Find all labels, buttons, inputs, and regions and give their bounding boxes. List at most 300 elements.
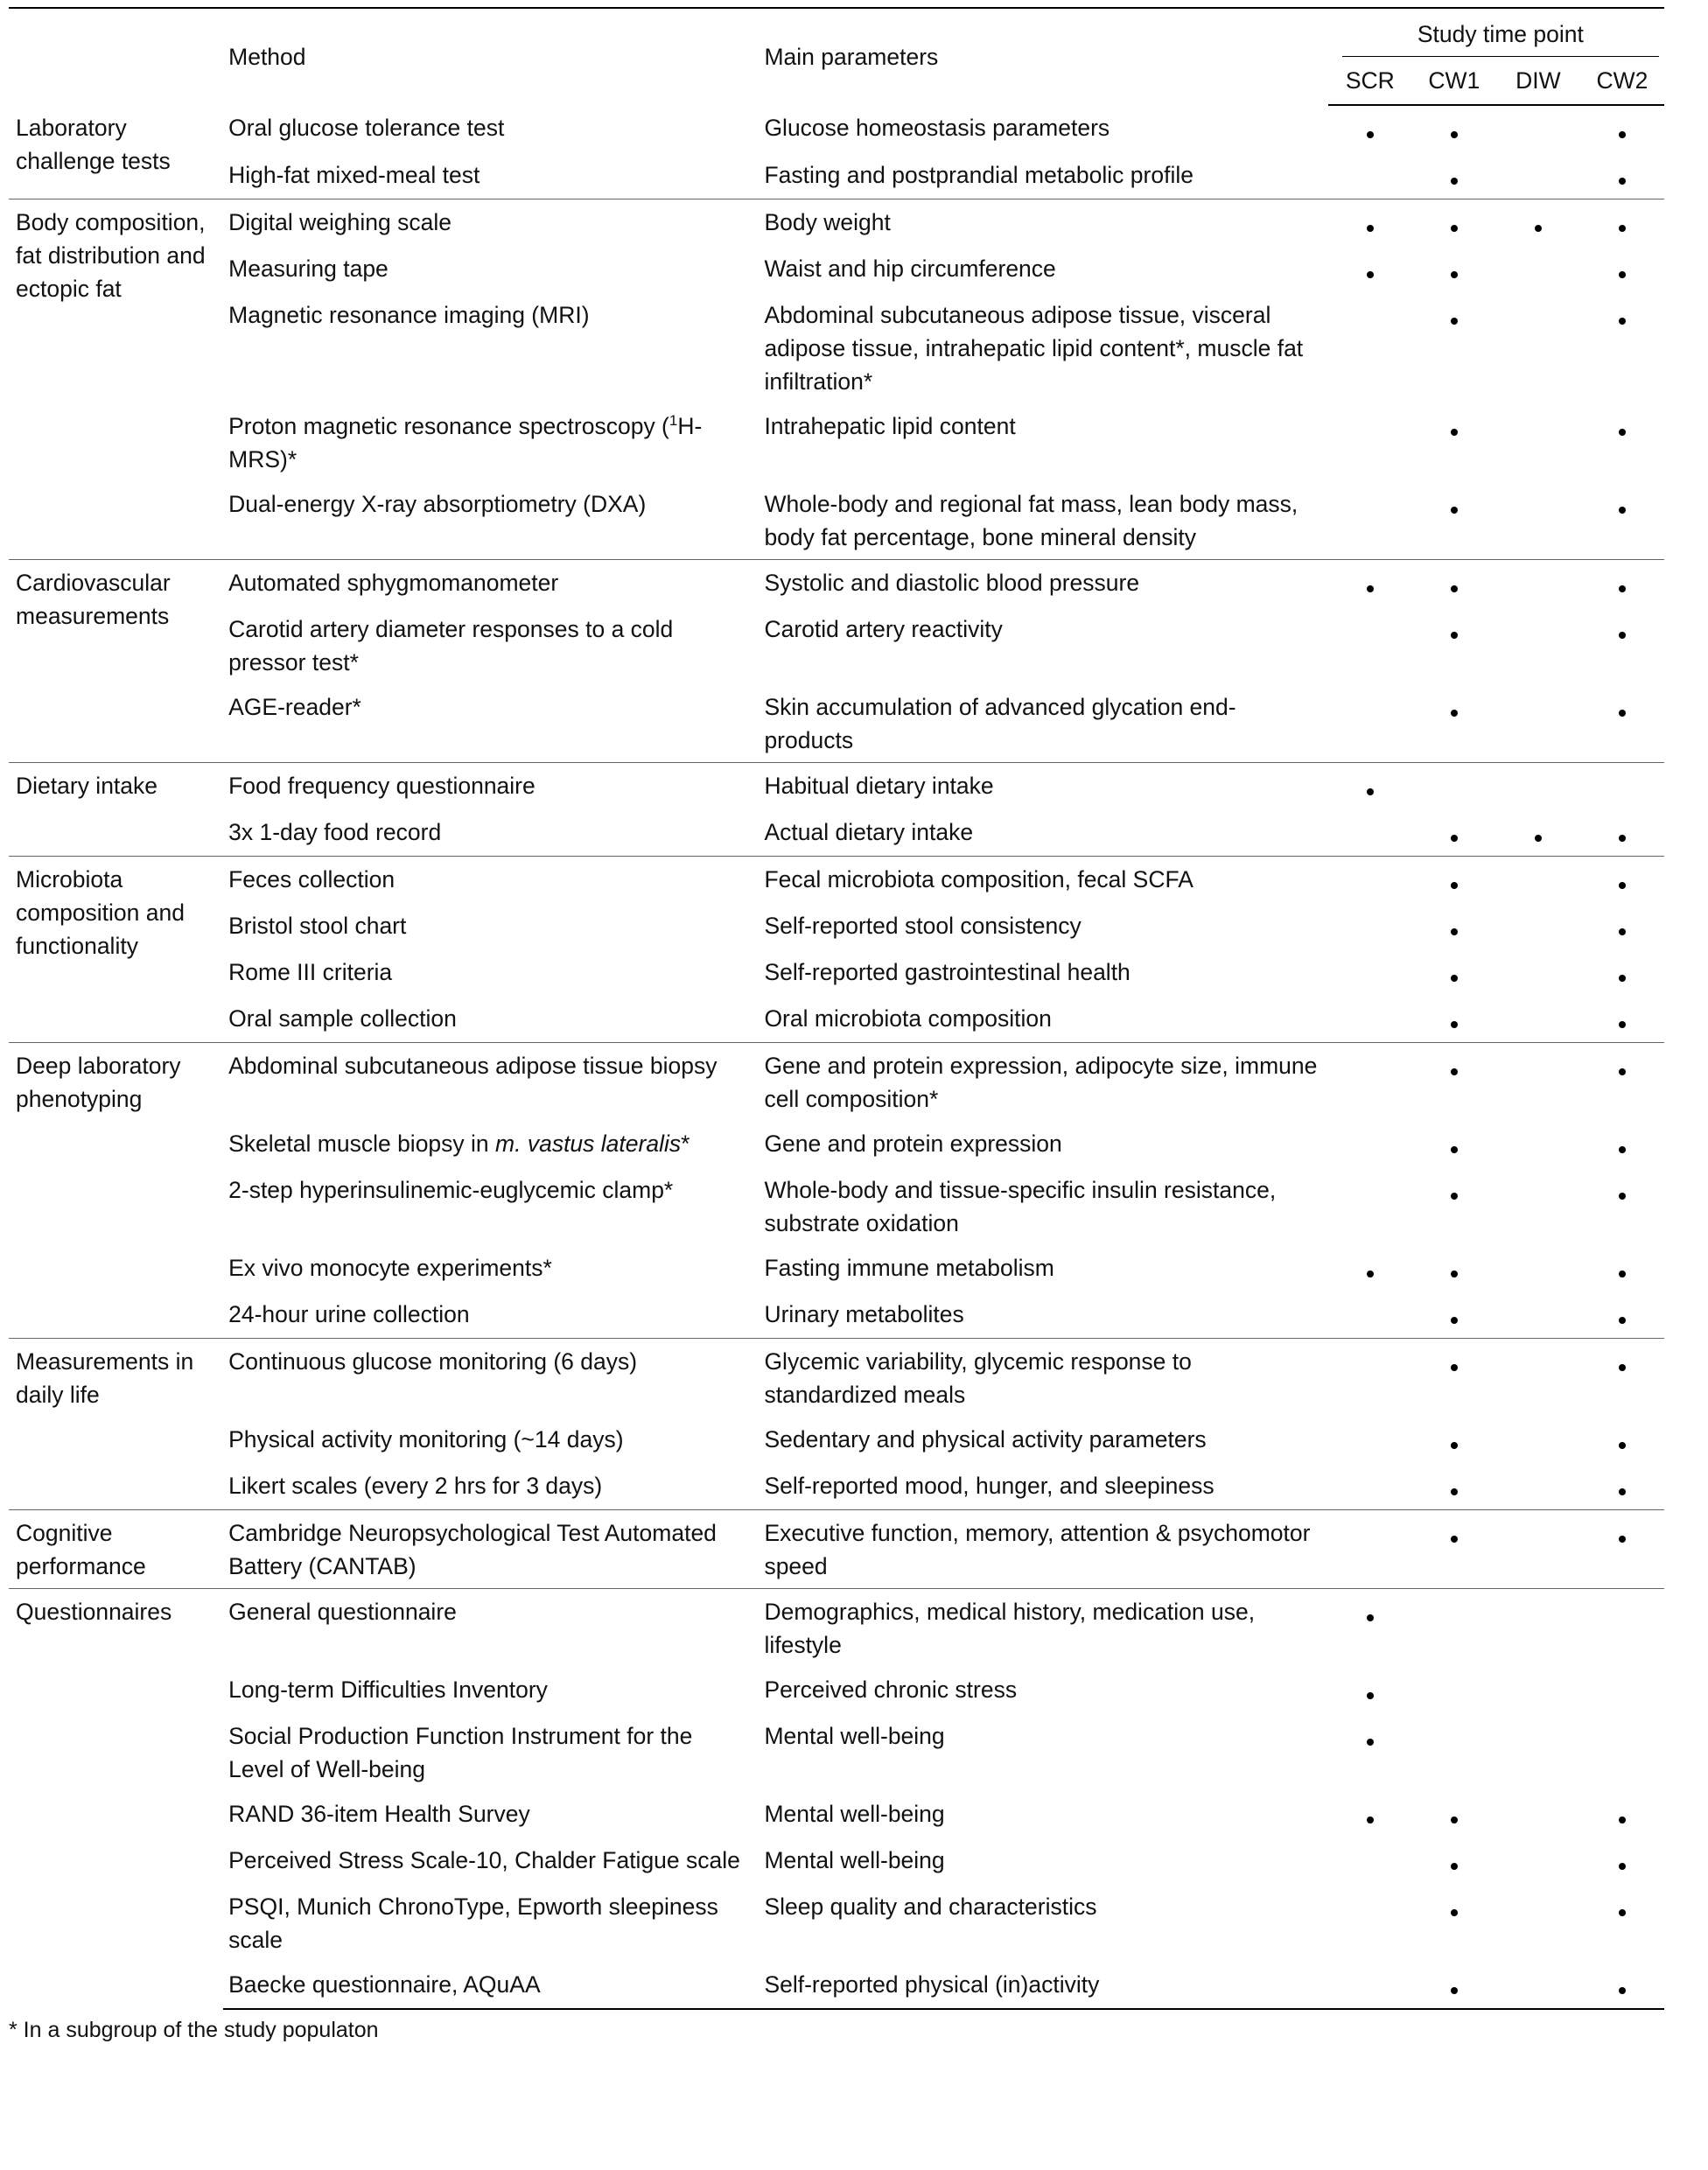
bullet-icon — [1451, 271, 1458, 278]
timepoint-cell-scr — [1328, 1245, 1412, 1292]
method-text: * — [681, 1130, 690, 1157]
timepoint-cell-cw2 — [1580, 1791, 1664, 1838]
table-row — [9, 1292, 1664, 1339]
timepoint-cell-diw — [1496, 292, 1580, 403]
timepoint-cell-cw1 — [1412, 1167, 1496, 1245]
timepoint-cell-diw — [1496, 1167, 1580, 1245]
bullet-icon — [1619, 1193, 1626, 1200]
table-row — [9, 1510, 1664, 1589]
timepoint-cell-cw2 — [1580, 152, 1664, 200]
timepoint-cell-diw — [1496, 1589, 1580, 1668]
timepoint-cell-diw — [1496, 809, 1580, 857]
bullet-icon — [1451, 632, 1458, 639]
bullet-icon — [1619, 178, 1626, 185]
timepoint-cell-diw — [1496, 1884, 1580, 1962]
bullet-icon — [1451, 1909, 1458, 1916]
parameters-cell: Mental well-being — [764, 1847, 945, 1873]
method-text: 1 — [668, 412, 678, 430]
table-row — [9, 246, 1664, 292]
bullet-icon — [1367, 788, 1374, 795]
parameters-cell: Intrahepatic lipid content — [764, 413, 1016, 439]
bullet-icon — [1367, 1816, 1374, 1824]
method-cell: 3x 1-day food record — [228, 819, 442, 845]
parameters-cell: Self-reported stool consistency — [764, 913, 1082, 939]
bullet-icon — [1619, 1909, 1626, 1916]
timepoint-cell-diw — [1496, 763, 1580, 810]
timepoint-cell-scr — [1328, 1339, 1412, 1418]
timepoint-cell-cw2 — [1580, 1589, 1664, 1668]
header-tp-diw: DIW — [1496, 59, 1580, 105]
bullet-icon — [1619, 1364, 1626, 1371]
timepoint-cell-cw1 — [1412, 1713, 1496, 1791]
parameters-cell: Mental well-being — [764, 1801, 945, 1827]
parameters-cell: Whole-body and regional fat mass, lean body mass, body fat percentage, bone mineral density — [764, 491, 1298, 550]
timepoint-cell-diw — [1496, 857, 1580, 904]
bullet-icon — [1367, 1692, 1374, 1699]
timepoint-cell-cw2 — [1580, 996, 1664, 1043]
timepoint-cell-diw — [1496, 200, 1580, 247]
timepoint-cell-diw — [1496, 1245, 1580, 1292]
method-text: Skeletal muscle biopsy in — [228, 1130, 496, 1157]
bullet-icon — [1451, 928, 1458, 935]
timepoint-cell-cw2 — [1580, 1245, 1664, 1292]
timepoint-cell-cw2 — [1580, 949, 1664, 996]
bullet-icon — [1619, 710, 1626, 717]
parameters-cell: Self-reported physical (in)activity — [759, 1962, 1327, 2009]
timepoint-cell-cw1 — [1412, 292, 1496, 403]
timepoint-cell-scr — [1328, 1667, 1412, 1713]
timepoint-cell-scr — [1328, 684, 1412, 763]
timepoint-cell-cw1 — [1412, 200, 1496, 247]
header-main-parameters: Main parameters — [759, 8, 1327, 105]
method-cell: Carotid artery diameter responses to a cold pressor test* — [228, 616, 674, 676]
method-cell: Food frequency questionnaire — [223, 763, 759, 810]
timepoint-cell-cw1 — [1412, 1791, 1496, 1838]
table-body — [9, 105, 1664, 2009]
timepoint-cell-cw2 — [1580, 857, 1664, 904]
bullet-icon — [1451, 1317, 1458, 1324]
timepoint-cell-scr — [1328, 1167, 1412, 1245]
timepoint-cell-scr — [1328, 606, 1412, 684]
parameters-cell: Fasting immune metabolism — [764, 1255, 1054, 1281]
method-cell: Likert scales (every 2 hrs for 3 days) — [228, 1473, 603, 1499]
timepoint-cell-scr — [1328, 292, 1412, 403]
category-cell: Microbiota composition and functionality — [9, 857, 223, 1043]
table-row — [9, 857, 1664, 904]
timepoint-cell-cw1 — [1412, 152, 1496, 200]
table-row — [9, 481, 1664, 560]
timepoint-cell-cw2 — [1580, 684, 1664, 763]
table-row — [9, 1713, 1664, 1791]
bullet-icon — [1619, 1146, 1626, 1153]
header-study-time-point — [1328, 8, 1664, 59]
timepoint-cell-cw2 — [1580, 560, 1664, 607]
timepoint-cell-cw1 — [1412, 949, 1496, 996]
table-row — [9, 560, 1664, 607]
timepoint-cell-cw2 — [1580, 1043, 1664, 1122]
timepoint-cell-cw2 — [1580, 1962, 1664, 2009]
method-cell: Bristol stool chart — [228, 913, 407, 939]
table-header — [9, 8, 1664, 105]
timepoint-cell-scr — [1328, 560, 1412, 607]
method-cell — [223, 1121, 759, 1167]
method-cell: Rome III criteria — [228, 959, 393, 985]
timepoint-cell-diw — [1496, 1962, 1580, 2009]
table-row — [9, 1245, 1664, 1292]
table-row — [9, 1791, 1664, 1838]
timepoint-cell-diw — [1496, 1667, 1580, 1713]
bullet-icon — [1619, 1270, 1626, 1278]
bullet-icon — [1535, 835, 1542, 842]
timepoint-cell-cw1 — [1412, 1510, 1496, 1589]
bullet-icon — [1451, 225, 1458, 232]
bullet-icon — [1619, 1021, 1626, 1028]
timepoint-cell-cw2 — [1580, 809, 1664, 857]
method-cell: Abdominal subcutaneous adipose tissue biopsy — [223, 1043, 759, 1122]
timepoint-cell-cw1 — [1412, 1589, 1496, 1668]
timepoint-cell-cw1 — [1412, 996, 1496, 1043]
timepoint-cell-diw — [1496, 403, 1580, 481]
parameters-cell: Fecal microbiota composition, fecal SCFA — [759, 857, 1327, 904]
timepoint-cell-cw1 — [1412, 857, 1496, 904]
table-row — [9, 1167, 1664, 1245]
method-cell: Automated sphygmomanometer — [223, 560, 759, 607]
method-text: H-MRS)* — [228, 413, 703, 472]
timepoint-cell-cw2 — [1580, 1167, 1664, 1245]
timepoint-cell-scr — [1328, 1292, 1412, 1339]
method-cell: RAND 36-item Health Survey — [228, 1801, 530, 1827]
timepoint-cell-scr — [1328, 1043, 1412, 1122]
method-cell: Oral sample collection — [228, 1005, 457, 1032]
table-row — [9, 1417, 1664, 1463]
timepoint-cell-diw — [1496, 1417, 1580, 1463]
table-row — [9, 903, 1664, 949]
parameters-cell: Self-reported gastrointestinal health — [764, 959, 1130, 985]
bullet-icon — [1451, 975, 1458, 982]
table-row — [9, 809, 1664, 857]
method-cell: 24-hour urine collection — [228, 1301, 470, 1327]
timepoint-cell-cw2 — [1580, 1510, 1664, 1589]
bullet-icon — [1619, 1317, 1626, 1324]
timepoint-cell-diw — [1496, 1043, 1580, 1122]
bullet-icon — [1451, 1442, 1458, 1449]
parameters-cell: Mental well-being — [764, 1723, 945, 1749]
bullet-icon — [1451, 131, 1458, 138]
category-cell: Cardiovascular measurements — [9, 560, 223, 763]
bullet-icon — [1619, 1863, 1626, 1870]
timepoint-cell-cw1 — [1412, 684, 1496, 763]
timepoint-cell-cw1 — [1412, 481, 1496, 560]
bullet-icon — [1619, 928, 1626, 935]
parameters-cell: Sleep quality and characteristics — [764, 1894, 1097, 1920]
timepoint-cell-scr — [1328, 481, 1412, 560]
bullet-icon — [1451, 882, 1458, 889]
bullet-icon — [1367, 1614, 1374, 1621]
timepoint-cell-cw2 — [1580, 763, 1664, 810]
timepoint-cell-scr — [1328, 763, 1412, 810]
bullet-icon — [1451, 178, 1458, 185]
category-cell: Laboratory challenge tests — [16, 115, 171, 174]
bullet-icon — [1367, 1739, 1374, 1746]
bullet-icon — [1451, 710, 1458, 717]
timepoint-cell-scr — [1328, 1838, 1412, 1884]
bullet-icon — [1451, 1863, 1458, 1870]
bullet-icon — [1619, 429, 1626, 436]
category-cell: Deep laboratory phenotyping — [9, 1043, 223, 1339]
header-tp-scr: SCR — [1328, 59, 1412, 105]
method-cell: Feces collection — [223, 857, 759, 904]
timepoint-cell-scr — [1328, 1962, 1412, 2009]
timepoint-cell-scr — [1328, 105, 1412, 152]
bullet-icon — [1619, 1536, 1626, 1543]
method-cell: Cambridge Neuropsychological Test Automated Battery (CANTAB) — [223, 1510, 759, 1589]
bullet-icon — [1619, 882, 1626, 889]
table-row — [9, 403, 1664, 481]
parameters-cell: Self-reported mood, hunger, and sleepiness — [764, 1473, 1214, 1499]
timepoint-cell-cw1 — [1412, 1121, 1496, 1167]
timepoint-cell-scr — [1328, 949, 1412, 996]
bullet-icon — [1451, 1146, 1458, 1153]
timepoint-cell-cw2 — [1580, 1463, 1664, 1510]
timepoint-cell-cw2 — [1580, 292, 1664, 403]
bullet-icon — [1619, 1816, 1626, 1824]
timepoint-cell-scr — [1328, 200, 1412, 247]
table-row — [9, 1043, 1664, 1122]
method-cell: Dual-energy X-ray absorptiometry (DXA) — [228, 491, 647, 517]
timepoint-cell-cw2 — [1580, 1667, 1664, 1713]
timepoint-cell-cw1 — [1412, 1043, 1496, 1122]
timepoint-cell-diw — [1496, 606, 1580, 684]
bullet-icon — [1367, 271, 1374, 278]
bullet-icon — [1367, 225, 1374, 232]
table-row — [9, 200, 1664, 247]
timepoint-cell-scr — [1328, 1121, 1412, 1167]
method-cell: Digital weighing scale — [223, 200, 759, 247]
bullet-icon — [1619, 975, 1626, 982]
timepoint-cell-cw1 — [1412, 1463, 1496, 1510]
category-cell: Cognitive performance — [9, 1510, 223, 1589]
header-category — [9, 8, 223, 105]
parameters-cell: Executive function, memory, attention & psychomotor speed — [759, 1510, 1327, 1589]
method-cell: Perceived Stress Scale-10, Chalder Fatigue scale — [228, 1847, 740, 1873]
timepoint-cell-diw — [1496, 949, 1580, 996]
parameters-cell: Abdominal subcutaneous adipose tissue, visceral adipose tissue, intrahepatic lipid content*, muscle fat infiltration* — [764, 302, 1304, 395]
timepoint-cell-cw2 — [1580, 606, 1664, 684]
table-row — [9, 1463, 1664, 1510]
method-cell — [223, 403, 759, 481]
header-tp-cw1: CW1 — [1412, 59, 1496, 105]
timepoint-cell-scr — [1328, 996, 1412, 1043]
bullet-icon — [1619, 1068, 1626, 1075]
timepoint-cell-diw — [1496, 560, 1580, 607]
bullet-icon — [1451, 1536, 1458, 1543]
header-study-time-point-label: Study time point — [1342, 18, 1659, 57]
timepoint-cell-cw1 — [1412, 903, 1496, 949]
parameters-cell: Carotid artery reactivity — [764, 616, 1003, 642]
bullet-icon — [1535, 225, 1542, 232]
table-row — [9, 105, 1664, 152]
timepoint-cell-diw — [1496, 684, 1580, 763]
timepoint-cell-diw — [1496, 105, 1580, 152]
timepoint-cell-cw1 — [1412, 560, 1496, 607]
timepoint-cell-cw1 — [1412, 606, 1496, 684]
category-cell: Body composition, fat distribution and ectopic fat — [9, 200, 223, 560]
table-row — [9, 1339, 1664, 1418]
timepoint-cell-diw — [1496, 996, 1580, 1043]
bullet-icon — [1367, 131, 1374, 138]
parameters-cell: Fasting and postprandial metabolic profile — [764, 162, 1194, 188]
parameters-cell: Whole-body and tissue-specific insulin resistance, substrate oxidation — [764, 1177, 1277, 1236]
timepoint-cell-diw — [1496, 246, 1580, 292]
method-cell: General questionnaire — [223, 1589, 759, 1668]
table-row — [9, 152, 1664, 200]
timepoint-cell-scr — [1328, 1791, 1412, 1838]
method-cell: Magnetic resonance imaging (MRI) — [228, 302, 590, 328]
timepoint-cell-scr — [1328, 1510, 1412, 1589]
table-row — [9, 684, 1664, 763]
timepoint-cell-diw — [1496, 1791, 1580, 1838]
timepoint-cell-diw — [1496, 1463, 1580, 1510]
bullet-icon — [1451, 1816, 1458, 1824]
bullet-icon — [1451, 318, 1458, 325]
timepoint-cell-cw1 — [1412, 1884, 1496, 1962]
table-row — [9, 606, 1664, 684]
method-cell: Measuring tape — [228, 256, 388, 282]
category-cell: Dietary intake — [9, 763, 223, 857]
timepoint-cell-cw1 — [1412, 1838, 1496, 1884]
bullet-icon — [1619, 271, 1626, 278]
parameters-cell: Urinary metabolites — [764, 1301, 964, 1327]
method-cell: High-fat mixed-meal test — [228, 162, 480, 188]
table-row — [9, 763, 1664, 810]
timepoint-cell-cw1 — [1412, 246, 1496, 292]
bullet-icon — [1619, 835, 1626, 842]
method-text: Proton magnetic resonance spectroscopy ( — [228, 413, 669, 439]
method-cell: Continuous glucose monitoring (6 days) — [223, 1339, 759, 1418]
bullet-icon — [1451, 507, 1458, 514]
parameters-cell: Waist and hip circumference — [764, 256, 1056, 282]
parameters-cell: Gene and protein expression, adipocyte size, immune cell composition* — [759, 1043, 1327, 1122]
timepoint-cell-scr — [1328, 1417, 1412, 1463]
timepoint-cell-cw2 — [1580, 1292, 1664, 1339]
table-row — [9, 1667, 1664, 1713]
bullet-icon — [1619, 585, 1626, 592]
timepoint-cell-cw1 — [1412, 1962, 1496, 2009]
timepoint-cell-cw2 — [1580, 1838, 1664, 1884]
bullet-icon — [1451, 835, 1458, 842]
timepoint-cell-scr — [1328, 1463, 1412, 1510]
method-cell: Ex vivo monocyte experiments* — [228, 1255, 552, 1281]
timepoint-cell-cw2 — [1580, 403, 1664, 481]
timepoint-cell-scr — [1328, 903, 1412, 949]
table-row — [9, 1838, 1664, 1884]
bullet-icon — [1619, 1488, 1626, 1495]
timepoint-cell-cw1 — [1412, 1292, 1496, 1339]
timepoint-cell-diw — [1496, 1713, 1580, 1791]
method-text: m. vastus lateralis — [495, 1130, 682, 1157]
bullet-icon — [1451, 1068, 1458, 1075]
bullet-icon — [1367, 585, 1374, 592]
timepoint-cell-scr — [1328, 1713, 1412, 1791]
bullet-icon — [1619, 1442, 1626, 1449]
category-cell: Questionnaires — [9, 1589, 223, 2010]
method-cell: 2-step hyperinsulinemic-euglycemic clamp* — [228, 1177, 674, 1203]
timepoint-cell-scr — [1328, 403, 1412, 481]
timepoint-cell-scr — [1328, 1884, 1412, 1962]
timepoint-cell-cw2 — [1580, 481, 1664, 560]
bullet-icon — [1451, 1364, 1458, 1371]
timepoint-cell-cw1 — [1412, 105, 1496, 152]
parameters-cell: Habitual dietary intake — [759, 763, 1327, 810]
bullet-icon — [1451, 1270, 1458, 1278]
timepoint-cell-cw2 — [1580, 246, 1664, 292]
header-method: Method — [223, 8, 759, 105]
timepoint-cell-cw1 — [1412, 1339, 1496, 1418]
bullet-icon — [1451, 1987, 1458, 1994]
parameters-cell: Skin accumulation of advanced glycation end-products — [764, 694, 1236, 753]
timepoint-cell-scr — [1328, 1589, 1412, 1668]
bullet-icon — [1619, 318, 1626, 325]
table-row — [9, 292, 1664, 403]
parameters-cell: Glycemic variability, glycemic response to standardized meals — [759, 1339, 1327, 1418]
timepoint-cell-cw1 — [1412, 403, 1496, 481]
method-cell: AGE-reader* — [228, 694, 361, 720]
timepoint-cell-diw — [1496, 152, 1580, 200]
timepoint-cell-diw — [1496, 1121, 1580, 1167]
parameters-cell: Oral microbiota composition — [764, 1005, 1052, 1032]
header-tp-cw2: CW2 — [1580, 59, 1664, 105]
timepoint-cell-diw — [1496, 903, 1580, 949]
table-row — [9, 1884, 1664, 1962]
table-row — [9, 949, 1664, 996]
bullet-icon — [1619, 131, 1626, 138]
bullet-icon — [1619, 225, 1626, 232]
parameters-cell: Gene and protein expression — [764, 1130, 1062, 1157]
timepoint-cell-scr — [1328, 152, 1412, 200]
measurements-table — [9, 7, 1664, 2010]
timepoint-cell-diw — [1496, 1510, 1580, 1589]
table-row — [9, 1962, 1664, 2009]
parameters-cell: Sedentary and physical activity parameters — [764, 1426, 1207, 1452]
bullet-icon — [1367, 1270, 1374, 1278]
timepoint-cell-diw — [1496, 481, 1580, 560]
category-cell: Measurements in daily life — [9, 1339, 223, 1510]
timepoint-cell-diw — [1496, 1339, 1580, 1418]
bullet-icon — [1451, 1021, 1458, 1028]
timepoint-cell-cw1 — [1412, 809, 1496, 857]
document-page — [9, 7, 1664, 2045]
parameters-cell: Perceived chronic stress — [764, 1676, 1018, 1703]
timepoint-cell-cw2 — [1580, 1339, 1664, 1418]
parameters-cell: Body weight — [759, 200, 1327, 247]
timepoint-cell-scr — [1328, 246, 1412, 292]
bullet-icon — [1451, 1488, 1458, 1495]
table-row — [9, 1589, 1664, 1668]
bullet-icon — [1619, 507, 1626, 514]
method-cell: Oral glucose tolerance test — [228, 115, 505, 141]
timepoint-cell-diw — [1496, 1292, 1580, 1339]
table-row — [9, 1121, 1664, 1167]
timepoint-cell-diw — [1496, 1838, 1580, 1884]
method-cell: Long-term Difficulties Inventory — [228, 1676, 548, 1703]
timepoint-cell-scr — [1328, 809, 1412, 857]
timepoint-cell-cw2 — [1580, 1121, 1664, 1167]
footnote: * In a subgroup of the study populaton — [9, 2018, 379, 2042]
bullet-icon — [1451, 429, 1458, 436]
parameters-cell: Demographics, medical history, medication use, lifestyle — [759, 1589, 1327, 1668]
bullet-icon — [1619, 632, 1626, 639]
timepoint-cell-cw2 — [1580, 1713, 1664, 1791]
